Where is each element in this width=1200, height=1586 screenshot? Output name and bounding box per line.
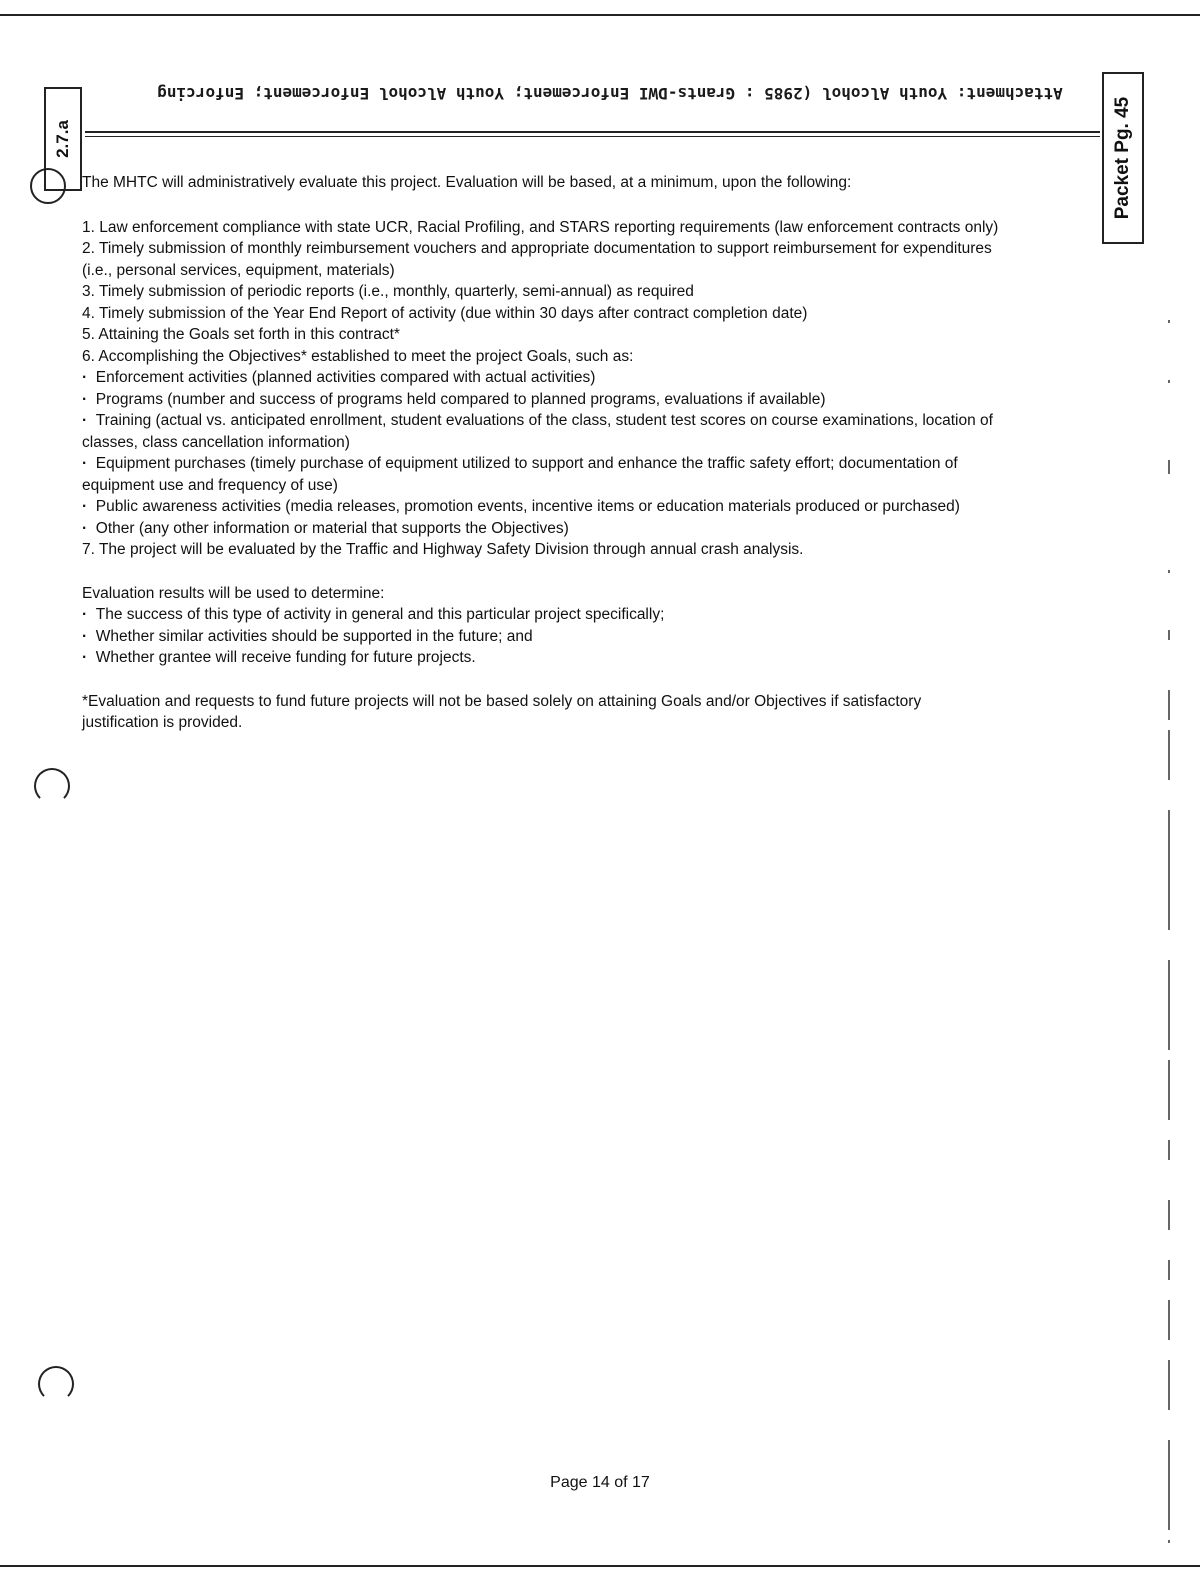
- list-item: 3. Timely submission of periodic reports (i.e., monthly, quarterly, semi-annual) as required: [82, 283, 694, 300]
- results-bullet: · Whether grantee will receive funding for future projects.: [82, 647, 1002, 669]
- intro-paragraph: The MHTC will administratively evaluate this project. Evaluation will be based, at a minimum, upon the following:: [82, 174, 852, 191]
- results-bullet: · The success of this type of activity in general and this particular project specifically;: [82, 604, 1002, 626]
- punch-hole-icon: [30, 168, 66, 204]
- objective-bullet: · Training (actual vs. anticipated enrollment, student evaluations of the class, student test scores on course examinations, location of classes, class cancellation information): [82, 410, 1002, 453]
- packet-page-label: Packet Pg. 45: [1112, 96, 1133, 220]
- footnote: *Evaluation and requests to fund future projects will not be based solely on attaining Goals and/or Objectives if satisfactory justification is provided.: [82, 692, 922, 731]
- objective-bullet: · Equipment purchases (timely purchase of equipment utilized to support and enhance the traffic safety effort; documentation of equipment use and frequency of use): [82, 453, 1002, 496]
- packet-page-tab: [1102, 72, 1144, 244]
- results-bullet: · Whether similar activities should be supported in the future; and: [82, 626, 1002, 648]
- spacer: [82, 669, 1002, 691]
- punch-hole-icon: [38, 1366, 74, 1402]
- header-rule-thin: [85, 136, 1100, 137]
- list-item: 1. Law enforcement compliance with state UCR, Racial Profiling, and STARS reporting requirements (law enforcement contracts only): [82, 218, 999, 236]
- list-item: 4. Timely submission of the Year End Report of activity (due within 30 days after contract completion date): [82, 304, 808, 322]
- list-item: 2. Timely submission of monthly reimbursement vouchers and appropriate documentation to support reimbursement for expenditures (i.e., personal services, equipment, materials): [82, 240, 992, 279]
- spacer: [82, 561, 1002, 583]
- list-item: 7. The project will be evaluated by the Traffic and Highway Safety Division through annual crash analysis.: [82, 541, 804, 558]
- page-number: Page 14 of 17: [550, 1474, 650, 1491]
- list-item: 5. Attaining the Goals set forth in this contract*: [82, 326, 400, 343]
- objective-bullet: · Programs (number and success of programs held compared to planned programs, evaluations if available): [82, 389, 1002, 411]
- objective-bullet: · Enforcement activities (planned activities compared with actual activities): [82, 367, 1002, 389]
- objective-bullet: · Other (any other information or material that supports the Objectives): [82, 518, 1002, 540]
- document-body: [82, 172, 1002, 734]
- objective-bullet: · Public awareness activities (media releases, promotion events, incentive items or education materials produced or purchased): [82, 496, 1002, 518]
- list-item: 6. Accomplishing the Objectives* established to meet the project Goals, such as:: [82, 347, 634, 365]
- header-rule: [85, 131, 1100, 133]
- top-border-line: [0, 14, 1200, 16]
- scan-edge-marks: [1160, 300, 1180, 1540]
- attachment-header: Attachment: Youth Alcohol (2985 : Grants-DWI Enforcement; Youth Alcohol Enforcement; Enforcing: [157, 84, 1063, 103]
- agenda-item-label: 2.7.a: [53, 120, 72, 158]
- results-heading: Evaluation results will be used to determine:: [82, 584, 385, 602]
- bottom-border-line: [0, 1565, 1200, 1567]
- punch-hole-icon: [34, 768, 70, 804]
